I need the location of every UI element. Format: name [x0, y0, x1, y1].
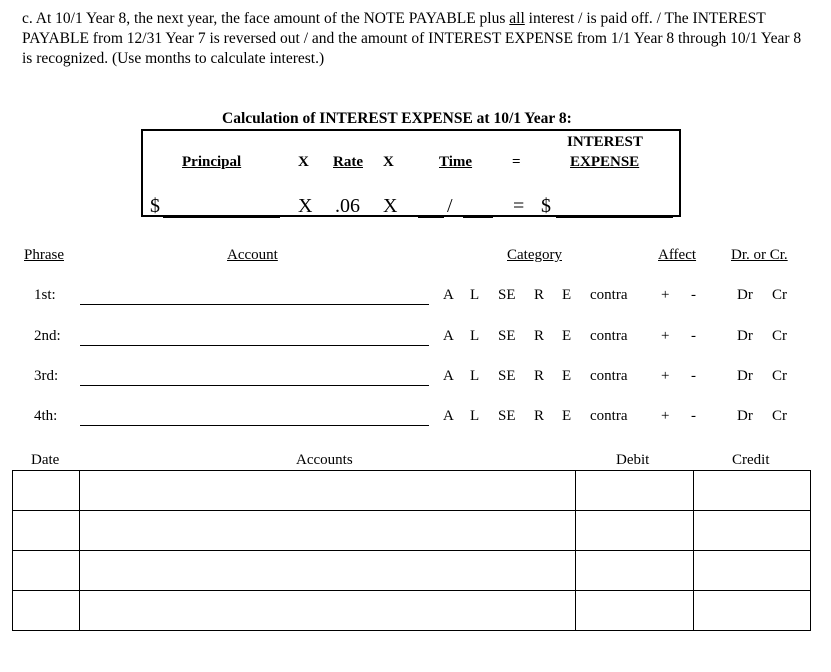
category-option[interactable]: R: [534, 368, 545, 384]
category-option[interactable]: A: [443, 368, 454, 384]
accounts-header: Accounts: [296, 452, 353, 468]
category-option[interactable]: E: [562, 408, 572, 424]
date-header: Date: [31, 452, 60, 468]
affect-increase-option[interactable]: +: [661, 287, 670, 303]
time-header: Time: [439, 154, 473, 170]
time-numerator-blank[interactable]: [418, 217, 444, 218]
phrase-row-label: 2nd:: [34, 328, 61, 344]
instructions-underlined: all: [509, 10, 525, 27]
instructions-part2: interest / is paid off. / The INTEREST PAYABLE from 12/31 Year 7 is reversed out / and the amount of INTEREST EXPENSE from 1/1 Year 8 through 10/1 Year 8 is recognized. (Use months to calculate interest.): [22, 10, 802, 67]
credit-cell[interactable]: [694, 551, 811, 591]
credit-cell[interactable]: [694, 471, 811, 511]
category-option[interactable]: SE: [498, 328, 516, 344]
equals-sign-header: =: [512, 154, 521, 170]
debit-header: Debit: [616, 452, 650, 468]
account-blank[interactable]: [80, 385, 429, 386]
times-sign-1: X: [298, 154, 309, 170]
accounts-cell[interactable]: [80, 551, 576, 591]
date-cell[interactable]: [13, 471, 80, 511]
debit-cell[interactable]: [576, 471, 694, 511]
rate-header: Rate: [333, 154, 363, 170]
account-blank[interactable]: [80, 425, 429, 426]
category-option[interactable]: R: [534, 408, 545, 424]
dollar-sign-expense: $: [541, 195, 551, 217]
principal-header: Principal: [182, 154, 242, 170]
debit-cell[interactable]: [576, 551, 694, 591]
category-header: Category: [507, 247, 562, 263]
phrase-row-label: 3rd:: [34, 368, 59, 384]
interest-expense-blank[interactable]: [556, 217, 673, 218]
times-sign-formula-2: X: [383, 195, 398, 217]
credit-option[interactable]: Cr: [772, 328, 787, 344]
category-option[interactable]: A: [443, 408, 454, 424]
rate-value: .06: [335, 195, 360, 217]
affect-decrease-option[interactable]: -: [691, 287, 696, 303]
phrase-row-label: 1st:: [34, 287, 56, 303]
category-option[interactable]: E: [562, 368, 572, 384]
category-option[interactable]: R: [534, 328, 545, 344]
debit-cell[interactable]: [576, 511, 694, 551]
category-option[interactable]: E: [562, 287, 572, 303]
journal-row: [13, 591, 811, 631]
credit-header: Credit: [732, 452, 770, 468]
accounts-cell[interactable]: [80, 511, 576, 551]
principal-blank[interactable]: [163, 217, 280, 218]
journal-row: [13, 551, 811, 591]
credit-option[interactable]: Cr: [772, 408, 787, 424]
affect-decrease-option[interactable]: -: [691, 328, 696, 344]
category-option[interactable]: contra: [590, 368, 628, 384]
affect-decrease-option[interactable]: -: [691, 368, 696, 384]
category-option[interactable]: contra: [590, 408, 628, 424]
category-option[interactable]: contra: [590, 287, 628, 303]
equals-sign-formula: =: [513, 195, 525, 217]
category-option[interactable]: A: [443, 287, 454, 303]
time-slash: /: [447, 195, 453, 217]
category-option[interactable]: L: [470, 408, 480, 424]
affect-increase-option[interactable]: +: [661, 408, 670, 424]
category-option[interactable]: SE: [498, 287, 516, 303]
debit-option[interactable]: Dr: [737, 408, 753, 424]
affect-increase-option[interactable]: +: [661, 328, 670, 344]
credit-cell[interactable]: [694, 591, 811, 631]
category-option[interactable]: SE: [498, 408, 516, 424]
category-option[interactable]: contra: [590, 328, 628, 344]
dr-or-cr-header: Dr. or Cr.: [731, 247, 788, 263]
dollar-sign-principal: $: [150, 195, 160, 217]
credit-option[interactable]: Cr: [772, 287, 787, 303]
time-denominator-blank[interactable]: [463, 217, 493, 218]
account-blank[interactable]: [80, 304, 429, 305]
affect-header: Affect: [658, 247, 697, 263]
phrase-row-label: 4th:: [34, 408, 58, 424]
debit-option[interactable]: Dr: [737, 368, 753, 384]
debit-option[interactable]: Dr: [737, 328, 753, 344]
accounts-cell[interactable]: [80, 591, 576, 631]
times-sign-formula-1: X: [298, 195, 313, 217]
category-option[interactable]: L: [470, 287, 480, 303]
account-header: Account: [227, 247, 278, 263]
category-option[interactable]: A: [443, 328, 454, 344]
expense-header-line2: EXPENSE: [570, 154, 640, 170]
journal-row: [13, 511, 811, 551]
credit-option[interactable]: Cr: [772, 368, 787, 384]
date-cell[interactable]: [13, 511, 80, 551]
category-option[interactable]: SE: [498, 368, 516, 384]
affect-increase-option[interactable]: +: [661, 368, 670, 384]
affect-decrease-option[interactable]: -: [691, 408, 696, 424]
journal-row: [13, 471, 811, 511]
category-option[interactable]: R: [534, 287, 545, 303]
times-sign-2: X: [383, 154, 394, 170]
credit-cell[interactable]: [694, 511, 811, 551]
calculation-title: Calculation of INTEREST EXPENSE at 10/1 Year 8:: [222, 110, 572, 127]
instructions-part1: c. At 10/1 Year 8, the next year, the face amount of the NOTE PAYABLE plus: [22, 10, 510, 27]
category-option[interactable]: L: [470, 368, 480, 384]
journal-table: [12, 470, 811, 631]
debit-cell[interactable]: [576, 591, 694, 631]
instructions-text: [22, 9, 812, 69]
category-option[interactable]: L: [470, 328, 480, 344]
phrase-header: Phrase: [24, 247, 64, 263]
accounts-cell[interactable]: [80, 471, 576, 511]
category-option[interactable]: E: [562, 328, 572, 344]
interest-header-line1: INTEREST: [567, 134, 643, 150]
account-blank[interactable]: [80, 345, 429, 346]
date-cell[interactable]: [13, 551, 80, 591]
date-cell[interactable]: [13, 591, 80, 631]
debit-option[interactable]: Dr: [737, 287, 753, 303]
